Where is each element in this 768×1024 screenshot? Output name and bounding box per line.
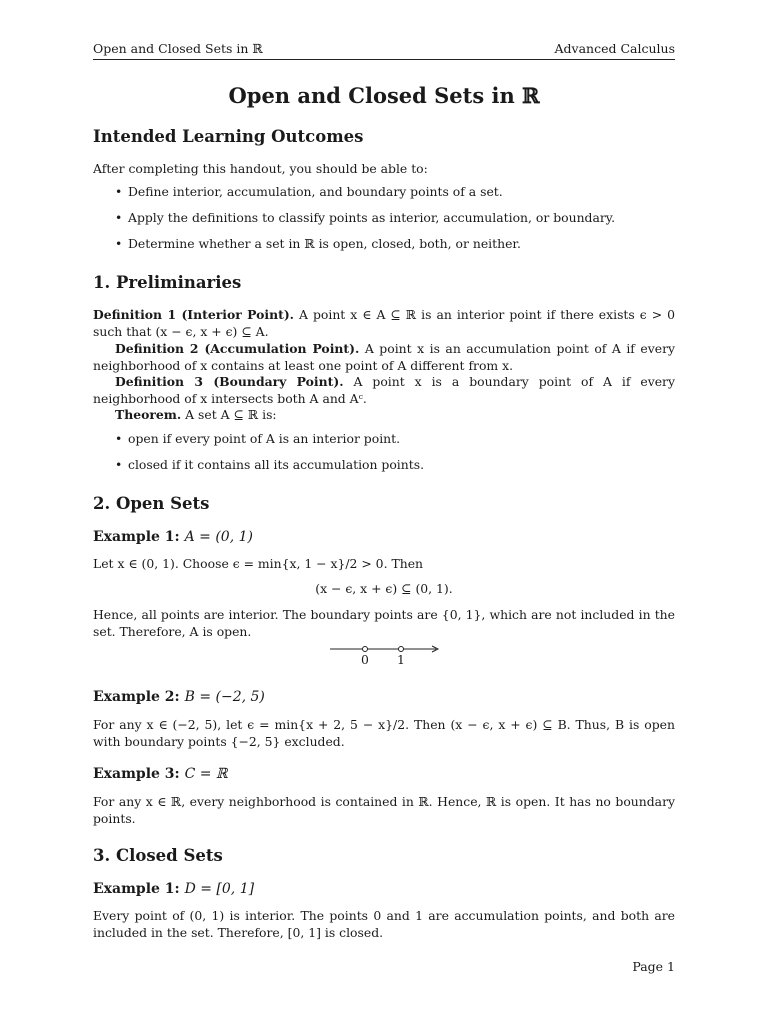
outcomes-section	[93, 126, 675, 148]
theorem-label: Theorem.	[115, 407, 182, 422]
open-example-1-conclusion: Hence, all points are interior. The boundary points are {0, 1}, which are not included in the set. Therefore, A is open.	[93, 607, 675, 639]
definition-1	[93, 306, 675, 340]
definition-1-label: Definition 1 (Interior Point).	[93, 307, 294, 322]
definition-3-text: A point x is a boundary point of A if every neighborhood of x intersects both A and Aᶜ.	[93, 374, 675, 406]
open-example-2-heading: Example 2: B = (−2, 5)	[93, 689, 265, 705]
definition-2	[93, 340, 675, 374]
list-item: • Define interior, accumulation, and boundary points of a set.	[115, 184, 503, 199]
number-line-label-0: 0	[361, 652, 369, 667]
header-right: Advanced Calculus	[554, 41, 675, 56]
list-item: • Apply the definitions to classify points as interior, accumulation, or boundary.	[115, 210, 616, 225]
open-sets-heading: 2. Open Sets	[93, 494, 210, 513]
outcomes-list	[93, 183, 675, 261]
definition-2-label: Definition 2 (Accumulation Point).	[115, 341, 360, 356]
closed-example-1-heading: Example 1: D = [0, 1]	[93, 881, 255, 897]
theorem-list	[93, 430, 675, 482]
page-number: Page 1	[632, 959, 675, 974]
theorem	[93, 406, 675, 423]
open-sets-section	[93, 493, 675, 515]
open-example-2-text: For any x ∈ (−2, 5), let ϵ = min{x + 2, 5 − x}/2. Then (x − ϵ, x + ϵ) ⊆ B. Thus, B is open with boundary points {−2, 5} excluded.	[93, 717, 675, 749]
open-example-1-display: (x − ϵ, x + ϵ) ⊆ (0, 1).	[315, 581, 453, 596]
open-endpoint-1	[399, 647, 404, 652]
list-item: • closed if it contains all its accumulation points.	[115, 457, 425, 472]
definition-3	[93, 373, 675, 407]
document-page	[93, 0, 675, 1024]
list-item: • open if every point of A is an interior point.	[115, 431, 401, 446]
document-title: Open and Closed Sets in ℝ	[228, 83, 540, 108]
outcomes-heading: Intended Learning Outcomes	[93, 127, 364, 146]
closed-sets-heading: 3. Closed Sets	[93, 846, 223, 865]
theorem-text: A set A ⊆ ℝ is:	[185, 407, 277, 422]
definition-1-text: A point x ∈ A ⊆ ℝ is an interior point if there exists ϵ > 0 such that (x − ϵ, x + ϵ) ⊆ A.	[93, 307, 675, 339]
preliminaries-heading: 1. Preliminaries	[93, 273, 242, 292]
outcomes-intro	[93, 160, 675, 177]
list-item: • Determine whether a set in ℝ is open, closed, both, or neither.	[115, 236, 521, 251]
number-line-label-1: 1	[397, 652, 405, 667]
closed-sets-section	[93, 845, 675, 867]
closed-example-1-text: Every point of (0, 1) is interior. The points 0 and 1 are accumulation points, and both are included in the set. Therefore, [0, 1] is closed.	[93, 908, 675, 940]
running-header	[93, 41, 675, 60]
open-example-3-heading: Example 3: C = ℝ	[93, 766, 228, 782]
definition-2-text: A point x is an accumulation point of A if every neighborhood of x contains at least one point of A different from x.	[93, 341, 675, 373]
outcomes-intro-text: After completing this handout, you should be able to:	[93, 161, 428, 176]
preliminaries-section	[93, 272, 675, 294]
header-left: Open and Closed Sets in ℝ	[93, 41, 263, 56]
open-example-3-text: For any x ∈ ℝ, every neighborhood is contained in ℝ. Hence, ℝ is open. It has no boundary points.	[93, 794, 675, 826]
definition-3-label: Definition 3 (Boundary Point).	[115, 374, 344, 389]
number-line-axis	[330, 643, 440, 655]
open-endpoint-0	[363, 647, 368, 652]
open-example-1-text: Let x ∈ (0, 1). Choose ϵ = min{x, 1 − x}/2 > 0. Then	[93, 556, 424, 571]
number-line-figure	[330, 643, 440, 667]
open-example-1-heading: Example 1: A = (0, 1)	[93, 529, 253, 545]
